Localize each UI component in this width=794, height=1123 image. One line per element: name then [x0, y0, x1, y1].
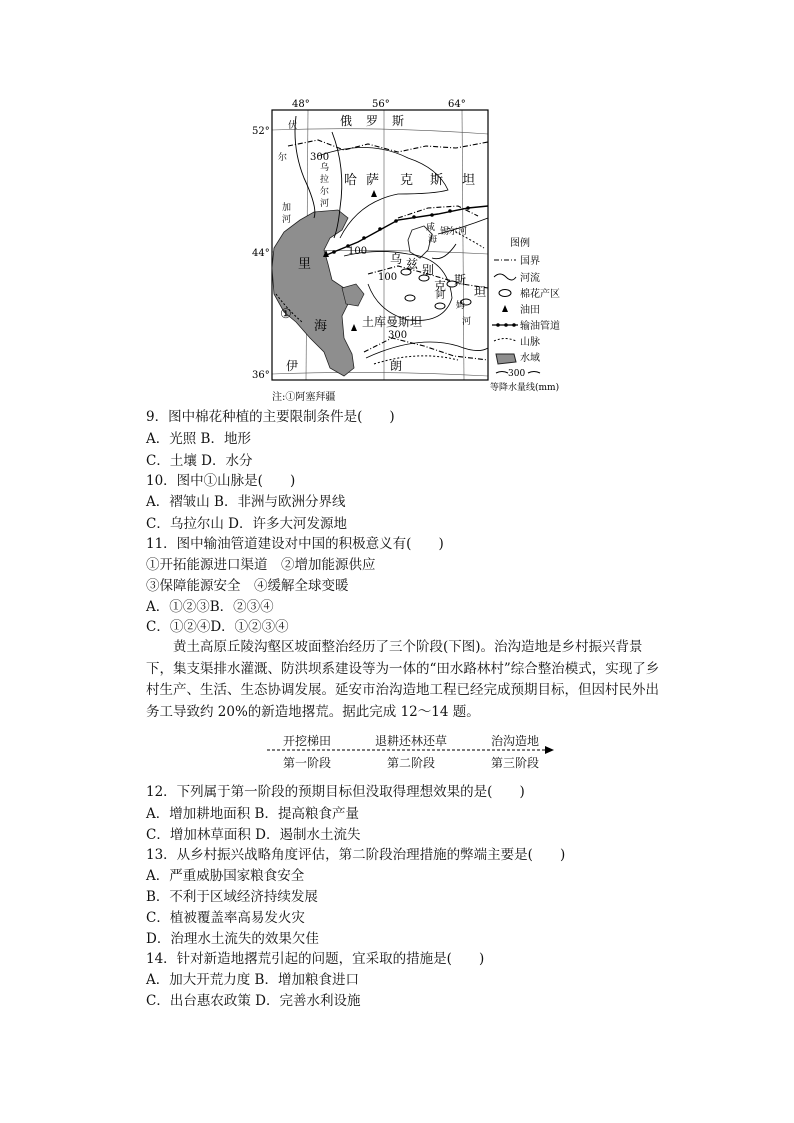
- question-10-option: C．乌拉尔山 D．许多大河发源地: [146, 516, 347, 532]
- label-amu-darya: 姆: [456, 301, 466, 311]
- question-13-option: C．植被覆盖率高易发火灾: [146, 910, 305, 926]
- legend-item-water: 水域: [520, 353, 540, 364]
- label-volga: 河: [282, 215, 292, 225]
- map-note: 注:①阿塞拜疆: [272, 392, 336, 403]
- map-figure: [248, 98, 578, 408]
- label-ural: 乌: [320, 163, 330, 173]
- question-11-option: ①开拓能源进口渠道 ②增加能源供应: [146, 557, 376, 573]
- question-9-option: C．土壤 D．水分: [146, 453, 253, 469]
- label-caspian: 里: [298, 257, 312, 272]
- lat-label-1: 52°: [252, 126, 270, 137]
- label-iran: 伊: [286, 359, 299, 373]
- legend-item-border: 国界: [520, 256, 540, 267]
- stage-2-label: 第二阶段: [387, 756, 436, 770]
- lon-label-3: 64°: [448, 99, 466, 110]
- stage-diagram: [265, 732, 555, 772]
- question-9-option: A．光照 B．地形: [146, 431, 251, 447]
- label-iran: 朗: [390, 359, 403, 373]
- question-11-option: ③保障能源安全 ④缓解全球变暖: [146, 578, 349, 594]
- question-14-option: C．出台惠农政策 D．完善水利设施: [146, 993, 361, 1009]
- map-legend: [490, 236, 560, 393]
- legend-item-oilfield: 油田: [520, 305, 540, 316]
- label-kazakhstan: 克: [400, 173, 414, 188]
- question-13-stem: 13．从乡村振兴战略角度评估，第二阶段治理措施的弊端主要是( ): [146, 847, 566, 863]
- label-ural: 尔: [320, 187, 330, 197]
- marker-azerbaijan: ①: [280, 307, 292, 322]
- label-caspian: 海: [314, 319, 328, 334]
- label-volga: 尔: [278, 153, 288, 163]
- label-amu-darya: 阿: [436, 291, 446, 301]
- lat-label-2: 44°: [252, 248, 270, 259]
- isohyet-value: 100: [348, 246, 368, 257]
- stage-3-label: 第三阶段: [491, 756, 540, 770]
- question-10-option: A．褶皱山 B．非洲与欧洲分界线: [146, 494, 346, 510]
- stage-3-measure: 治沟造地: [491, 734, 540, 748]
- question-13-option: B．不利于区域经济持续发展: [146, 889, 318, 905]
- label-ural: 拉: [320, 175, 330, 185]
- question-11-stem: 11．图中输油管道建设对中国的积极意义有( ): [146, 536, 444, 552]
- legend-item-mountain: 山脉: [520, 337, 540, 348]
- question-11-option: A．①②③B．②③④: [146, 599, 274, 615]
- question-14-stem: 14．针对新造地撂荒引起的问题，宜采取的措施是( ): [146, 951, 485, 967]
- isohyet-value: 300: [388, 330, 408, 341]
- label-uzbekistan: 克: [434, 279, 447, 293]
- isohyet-value: 100: [378, 272, 398, 283]
- legend-title: 图例: [510, 238, 530, 249]
- question-14-option: A．加大开荒力度 B．增加粮食进口: [146, 972, 359, 988]
- question-13-option: D．治理水土流失的效果欠佳: [146, 931, 319, 947]
- label-uzbekistan: 兹: [406, 257, 419, 271]
- legend-isohyet-label: 等降水量线(mm): [490, 383, 560, 393]
- label-uzbekistan: 别: [422, 263, 435, 277]
- label-aral: 海: [428, 235, 438, 245]
- stage-1-measure: 开挖梯田: [283, 734, 332, 748]
- stage-arrow-head: [545, 746, 554, 754]
- label-kazakhstan: 哈: [344, 173, 358, 188]
- lat-label-3: 36°: [252, 370, 270, 381]
- label-volga: 伏: [288, 121, 298, 131]
- label-russia: 斯: [392, 114, 405, 128]
- legend-item-cotton: 棉花产区: [520, 289, 560, 300]
- isohyet-value: 300: [310, 152, 330, 163]
- question-10-stem: 10．图中①山脉是( ): [146, 473, 296, 489]
- label-uzbekistan: 斯: [454, 273, 467, 287]
- question-12-stem: 12．下列属于第一阶段的预期目标但没取得理想效果的是( ): [146, 784, 525, 800]
- legend-isohyet-value: 300: [508, 369, 526, 379]
- question-12-option: C．增加林草面积 D．遏制水土流失: [146, 827, 361, 843]
- lon-label-2: 56°: [372, 99, 390, 110]
- stage-1-label: 第一阶段: [283, 756, 332, 770]
- legend-item-pipeline: 输油管道: [520, 321, 560, 332]
- label-ural: 河: [320, 199, 330, 209]
- question-11-option: C．①②④D．①②③④: [146, 619, 289, 635]
- label-kazakhstan: 坦: [462, 173, 476, 188]
- label-kazakhstan: 萨: [366, 173, 380, 188]
- label-russia: 俄: [340, 114, 353, 128]
- label-syr-darya: 锡尔河: [440, 227, 468, 237]
- question-9-stem: 9．图中棉花种植的主要限制条件是( ): [146, 409, 395, 425]
- question-13-option: A．严重威胁国家粮食安全: [146, 868, 305, 884]
- label-volga: 加: [282, 203, 292, 213]
- reading-passage: 黄土高原丘陵沟壑区坡面整治经历了三个阶段(下图)。治沟造地是乡村振兴背景下，集支渠排水灌溉、防洪坝系建设等为一体的“田水路林村”综合整治模式，实现了乡村生产、生活、生态协调发展。延安市治沟造地工程已经完成预期目标，但因村民外出务工导致约 20%的新造地撂荒。据此完成 12～14 题。: [146, 639, 660, 720]
- legend-item-river: 河流: [520, 273, 540, 284]
- label-amu-darya: 河: [462, 317, 472, 327]
- stage-2-measure: 退耕还林还草: [375, 734, 448, 748]
- label-aral: 咸: [426, 223, 436, 233]
- label-turkmenistan: 土库曼斯坦: [362, 315, 423, 329]
- label-russia: 罗: [366, 114, 379, 128]
- lon-label-1: 48°: [292, 99, 310, 110]
- question-12-option: A．增加耕地面积 B．提高粮食产量: [146, 806, 359, 822]
- label-uzbekistan: 乌: [390, 252, 403, 266]
- label-kazakhstan: 斯: [430, 173, 444, 188]
- label-uzbekistan: 坦: [474, 285, 487, 299]
